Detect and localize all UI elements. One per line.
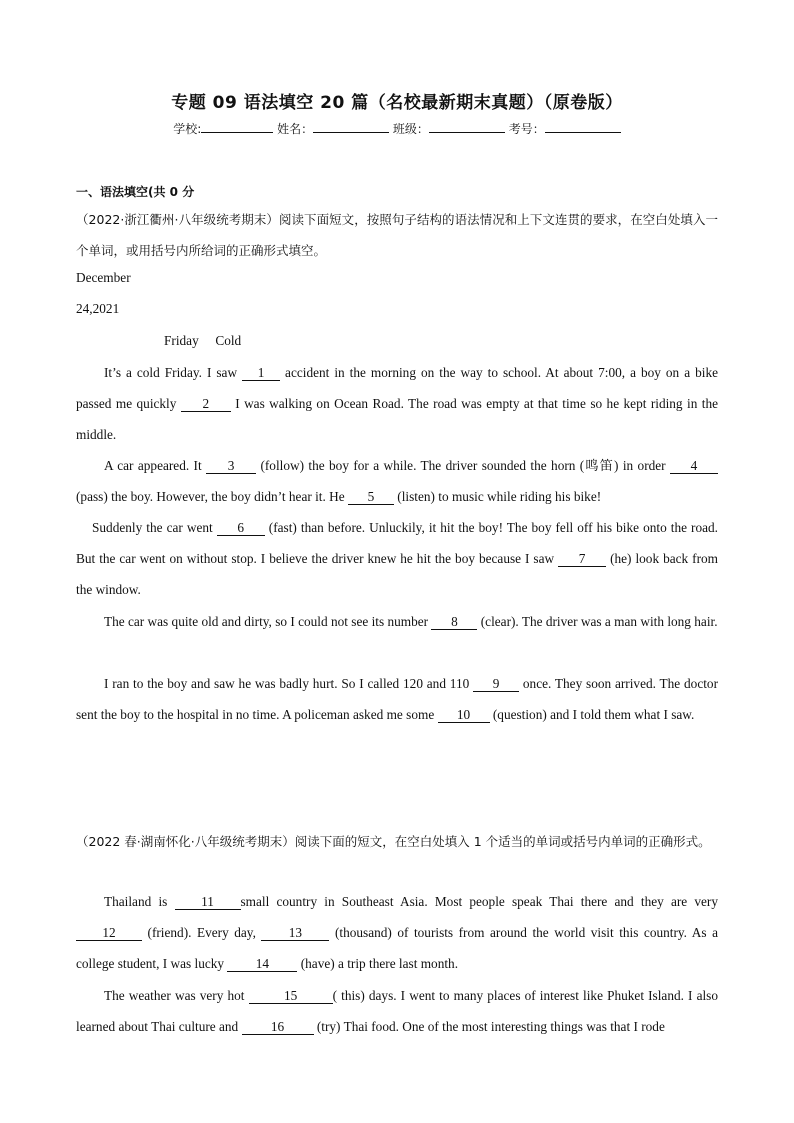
passage1-paragraph-2: A car appeared. It 3 (follow) the boy for a while. The driver sounded the horn (鸣笛) in order 4 (pass) the boy. However, the boy didn’t hear it. He 5 (listen) to music while riding his bike! — [76, 450, 718, 512]
passage1-paragraph-1: It’s a cold Friday. I saw 1 accident in the morning on the way to school. At about 7:00, a boy on a bike passed me quickly 2 I was walking on Ocean Road. The road was empty at that time so he kept riding in the middle. — [76, 365, 718, 442]
blank-8[interactable]: 8 — [431, 614, 477, 630]
name-field[interactable] — [313, 120, 389, 133]
passage1-paragraph-4: The car was quite old and dirty, so I could not see its number 8 (clear). The driver was a man with long hair. — [104, 614, 718, 629]
student-info-line — [0, 120, 794, 137]
blank-13[interactable]: 13 — [261, 925, 329, 941]
blank-11[interactable]: 11 — [175, 894, 241, 910]
blank-7[interactable]: 7 — [558, 551, 606, 567]
blank-10[interactable]: 10 — [438, 707, 490, 723]
blank-6[interactable]: 6 — [217, 520, 265, 536]
blank-14[interactable]: 14 — [227, 956, 297, 972]
blank-2[interactable]: 2 — [181, 396, 231, 412]
class-field[interactable] — [429, 120, 505, 133]
number-label: 考号： — [508, 122, 545, 136]
section-heading: 一、语法填空(共 0 分 — [76, 185, 195, 199]
blank-1[interactable]: 1 — [242, 365, 280, 381]
blank-9[interactable]: 9 — [473, 676, 519, 692]
class-label: 班级： — [392, 122, 429, 136]
blank-3[interactable]: 3 — [206, 458, 256, 474]
number-field[interactable] — [545, 120, 621, 133]
passage2-paragraph-1: Thailand is 11 small country in Southeast Asia. Most people speak Thai there and they are very 12 (friend). Every day, 13 (thousand) of tourists from around the world visit this country. As a college student, I was lucky 14 (have) a trip there last month. — [76, 894, 718, 971]
passage1-instruction: （2022·浙江衢州·八年级统考期末）阅读下面短文，按照句子结构的语法情况和上下文连贯的要求，在空白处填入一个单词，或用括号内所给词的正确形式填空。 — [76, 212, 718, 258]
blank-15[interactable]: 15 — [249, 988, 333, 1004]
diary-date-day: 24,2021 — [76, 301, 120, 316]
school-label: 学校: — [173, 122, 202, 136]
diary-date-month: December — [76, 270, 131, 285]
passage2-instruction: （2022 春·湖南怀化·八年级统考期末）阅读下面的短文，在空白处填入 1 个适当的单词或括号内单词的正确形式。 — [76, 834, 711, 849]
passage2-paragraph-2: The weather was very hot 15 ( this) days. I went to many places of interest like Phuket Island. I also learned about Thai culture and 16 (try) Thai food. One of the most interesting things was that I rode — [76, 988, 718, 1034]
page-title: 专题 09 语法填空 20 篇（名校最新期末真题）（原卷版） — [171, 93, 623, 113]
passage1-paragraph-3: Suddenly the car went 6 (fast) than before. Unluckily, it hit the boy! The boy fell off his bike onto the road. But the car went on without stop. I believe the driver knew he hit the boy because I saw 7 (he) look back from the window. — [76, 520, 718, 597]
blank-12[interactable]: 12 — [76, 925, 142, 941]
blank-4[interactable]: 4 — [670, 458, 718, 474]
school-field[interactable] — [201, 120, 273, 133]
diary-day-weather: Friday Cold — [164, 333, 242, 348]
blank-5[interactable]: 5 — [348, 489, 394, 505]
name-label: 姓名： — [277, 122, 314, 136]
passage1-paragraph-5: I ran to the boy and saw he was badly hurt. So I called 120 and 110 9 once. They soon arrived. The doctor sent the boy to the hospital in no time. A policeman asked me some 10 (question) and I told them what I saw. — [76, 676, 718, 722]
blank-16[interactable]: 16 — [242, 1019, 314, 1035]
